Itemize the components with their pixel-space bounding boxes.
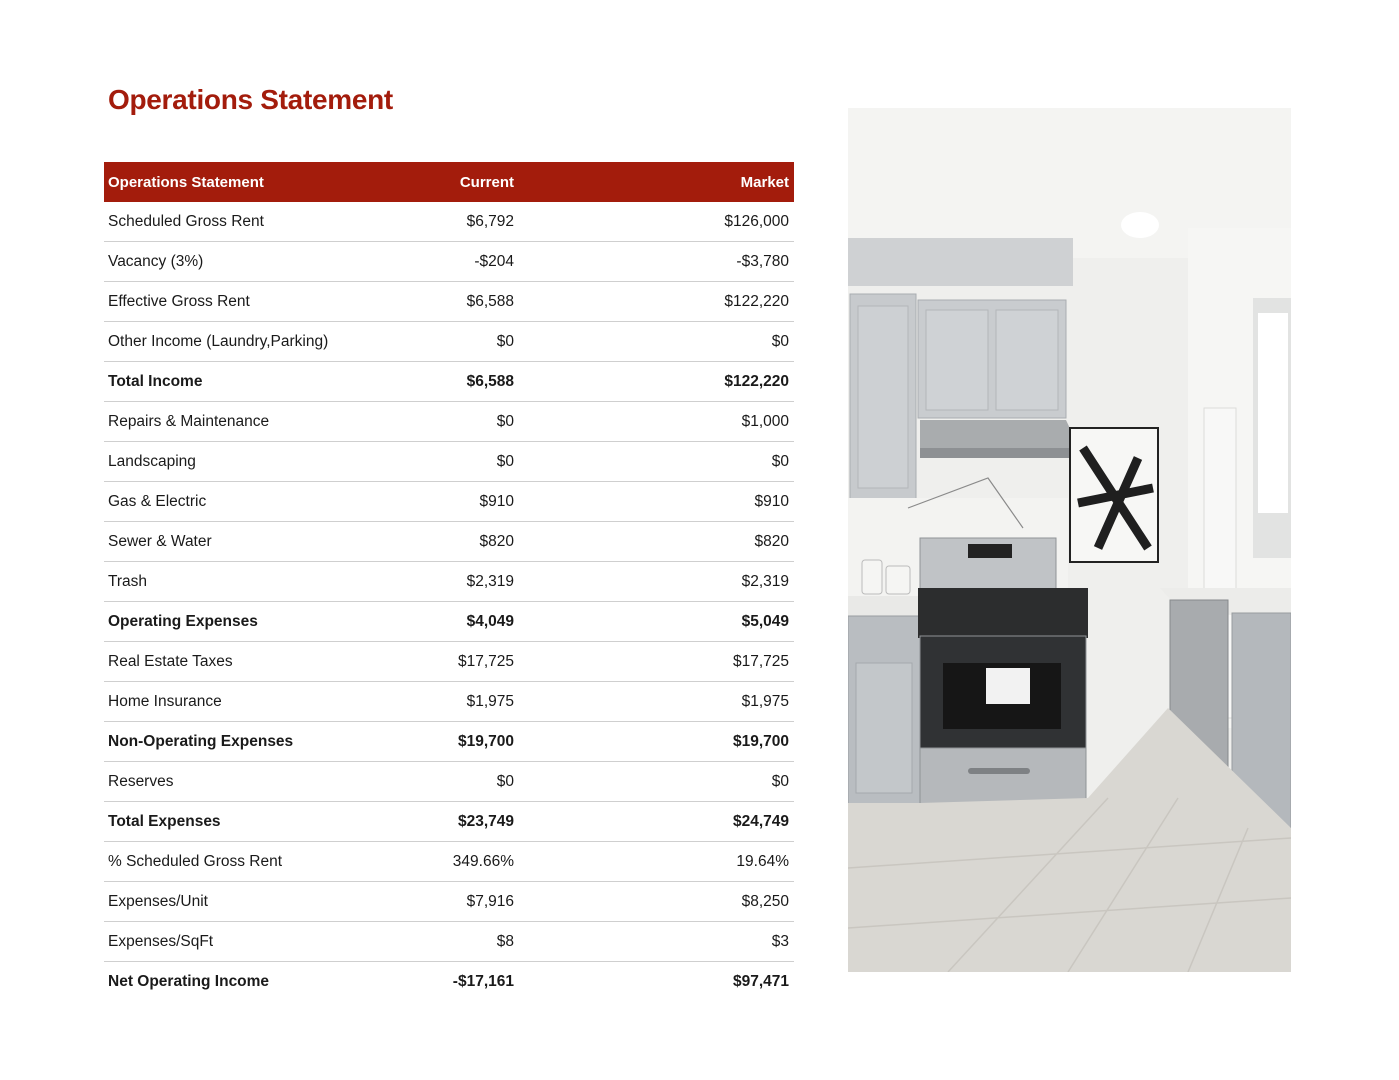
row-market-value: $126,000: [724, 212, 789, 230]
row-market-value: $19,700: [732, 732, 789, 750]
row-current-value: $6,588: [466, 372, 514, 390]
row-label: Reserves: [108, 772, 174, 790]
operations-table: [104, 162, 794, 1002]
page-title: Operations Statement: [108, 84, 393, 115]
header-label: Operations Statement: [108, 173, 264, 191]
row-market-value: $1,000: [741, 412, 789, 430]
table-row: [104, 762, 794, 802]
row-current-value: $6,792: [466, 212, 514, 230]
row-current-value: $1,975: [466, 692, 514, 710]
row-market-value: $97,471: [732, 973, 789, 990]
row-label: Real Estate Taxes: [108, 652, 233, 670]
row-label: Scheduled Gross Rent: [108, 212, 264, 230]
table-row: [104, 962, 794, 1002]
row-label: Net Operating Income: [108, 973, 270, 990]
table-row: [104, 562, 794, 602]
header-current: Current: [459, 173, 514, 191]
table-row: [104, 242, 794, 282]
row-label: Other Income (Laundry,Parking): [108, 332, 329, 350]
row-label: Repairs & Maintenance: [108, 412, 270, 430]
row-label: Expenses/Unit: [108, 892, 208, 910]
row-current-value: $23,749: [457, 812, 514, 830]
row-current-value: $7,916: [466, 892, 514, 910]
row-market-value: 19.64%: [736, 852, 789, 870]
row-label: Landscaping: [108, 452, 196, 470]
row-label: Sewer & Water: [108, 532, 212, 550]
table-row: [104, 682, 794, 722]
row-current-value: $2,319: [466, 572, 514, 590]
table-row: [104, 202, 794, 242]
row-current-value: -$17,161: [452, 973, 514, 990]
table-row: [104, 402, 794, 442]
row-label: Operating Expenses: [108, 612, 258, 630]
table-row: [104, 802, 794, 842]
row-market-value: $8,250: [741, 892, 789, 910]
row-market-value: $0: [771, 452, 789, 470]
row-label: Trash: [108, 572, 148, 590]
table-row: [104, 922, 794, 962]
row-current-value: $0: [496, 772, 514, 790]
row-current-value: -$204: [474, 252, 514, 270]
table-body: [104, 202, 794, 1002]
table-header-row: [104, 162, 794, 202]
row-market-value: $5,049: [741, 612, 789, 630]
row-market-value: $0: [771, 772, 789, 790]
row-label: Total Expenses: [108, 812, 221, 830]
row-market-value: $122,220: [724, 292, 789, 310]
row-market-value: $17,725: [732, 652, 789, 670]
row-label: Non-Operating Expenses: [108, 732, 294, 750]
row-current-value: $910: [479, 492, 514, 510]
row-label: Effective Gross Rent: [108, 292, 250, 310]
row-current-value: $8: [496, 932, 514, 950]
row-label: Home Insurance: [108, 692, 222, 710]
row-market-value: $0: [771, 332, 789, 350]
row-label: Gas & Electric: [108, 492, 207, 510]
row-label: Vacancy (3%): [108, 252, 204, 270]
row-current-value: $6,588: [466, 292, 514, 310]
row-market-value: $3: [771, 932, 789, 950]
row-label: Total Income: [108, 372, 203, 390]
row-label: Expenses/SqFt: [108, 932, 214, 950]
table-row: [104, 722, 794, 762]
row-market-value: $122,220: [724, 372, 789, 390]
table-row: [104, 362, 794, 402]
row-current-value: $0: [496, 452, 514, 470]
table-row: [104, 522, 794, 562]
row-current-value: $0: [496, 412, 514, 430]
table-row: [104, 842, 794, 882]
row-current-value: $4,049: [466, 612, 514, 630]
row-current-value: $820: [479, 532, 514, 550]
header-market: Market: [740, 173, 789, 191]
row-market-value: $820: [754, 532, 789, 550]
table-row: [104, 602, 794, 642]
row-label: % Scheduled Gross Rent: [108, 852, 283, 870]
row-market-value: $910: [754, 492, 789, 510]
table-row: [104, 642, 794, 682]
table-row: [104, 442, 794, 482]
row-market-value: -$3,780: [736, 252, 789, 270]
table-row: [104, 482, 794, 522]
row-current-value: 349.66%: [452, 852, 514, 870]
row-market-value: $2,319: [741, 572, 789, 590]
table-row: [104, 322, 794, 362]
row-current-value: $0: [496, 332, 514, 350]
row-current-value: $19,700: [457, 732, 514, 750]
row-market-value: $24,749: [732, 812, 789, 830]
table-row: [104, 882, 794, 922]
table-row: [104, 282, 794, 322]
kitchen-photo: [848, 108, 1291, 972]
row-current-value: $17,725: [457, 652, 514, 670]
row-market-value: $1,975: [741, 692, 789, 710]
